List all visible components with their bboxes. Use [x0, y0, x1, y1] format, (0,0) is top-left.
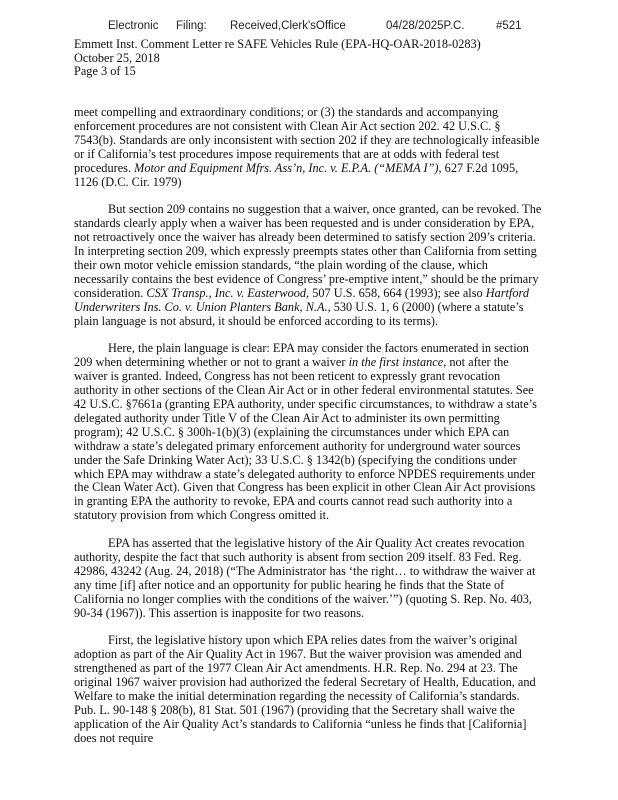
header-page: Page 3 of 15 [74, 64, 136, 78]
paragraph [74, 537, 544, 620]
stamp-filing: Filing: [176, 20, 207, 32]
paragraph [74, 342, 544, 523]
header-date: October 25, 2018 [74, 50, 160, 65]
paragraph-text: , not after the waiver is granted. Indeed, Congress has not been reticent to expressly grant revocation authority in other sections of the Clean Air Act or in other federal environmental statutes. See 42 U.S.C. §7661a (granting EPA authority, under specific circumstances, to withdraw a state’s delegated authority under Title V of the Clean Air Act to administer its own permitting program); 42 U.S.C. § 300h-1(b)(3) (explaining the circumstances under which EPA can withdraw a state’s delegated primary enforcement authority for underground water sources under the Safe Drinking Water Act); 33 U.S.C. § 1342(b) (specifying the conditions under which EPA may withdraw a state’s delegated authority to enforce NPDES requirements under the Clean Water Act). Given that Congress has been explicit in other Clean Air Act provisions in granting EPA the authority to revoke, EPA and courts cannot read such authority into a statutory provision from which Congress omitted it. [74, 355, 537, 523]
paragraph-text: , 507 U.S. 658, 664 (1993); see also [306, 285, 486, 300]
stamp-number: #521 [496, 20, 522, 32]
case-citation: in the first instance [348, 355, 444, 370]
paragraph-text: But section 209 contains no suggestion that a waiver, once granted, can be revoked. The standards clearly apply when a waiver has been requested and is under consideration by EPA, not retroactively once the waiver has already been determined to satisfy section 209’s criteria. In interpreting section 209, which expressly preempts states other than California from setting their own motor vehicle emission standards, “the plain wording of the clause, which necessarily contains the best evidence of Congress’ pre-emptive intent,” should be the primary consideration. [74, 202, 542, 300]
paragraph-text: meet compelling and extraordinary conditions; or (3) the standards and accompanying enforcement procedures are not consistent with Clean Air Act section 202. 42 U.S.C. § 7543(b). Standards are only inconsistent with section 202 if they are technologically infeasible or if California’s test procedures impose requirements that are at odds with federal test procedures. [74, 105, 540, 175]
header-title: Emmett Inst. Comment Letter re SAFE Vehicles Rule (EPA-HQ-OAR-2018-0283) [74, 37, 481, 51]
paragraph-text: Here, the plain language is clear: EPA may consider the factors enumerated in section 209 when determining whether or not to grant a waiver [74, 341, 529, 370]
letter-body [74, 106, 544, 760]
paragraph-text: EPA has asserted that the legislative history of the Air Quality Act creates revocation authority, despite the fact that such authority is absent from section 209 itself. 83 Fed. Reg. 42986, 43242 (Aug. 24, 2018) (“The Administrator has ‘the right… to withdraw the waiver at any time [if] after notice and an opportunity for public hearing he finds that the State of California no longer complies with the conditions of the waiver.’”) (quoting S. Rep. No. 403, 90-34 (1967)). This assertion is inapposite for two reasons. [74, 536, 536, 620]
case-citation: Hartford Underwriters Ins. Co. v. Union Planters Bank, N.A. [74, 285, 529, 314]
paragraph [74, 203, 544, 328]
paragraph-text: , 530 U.S. 1, 6 (2000) (where a statute’s plain language is not absurd, it should be enforced according to its terms). [74, 299, 524, 328]
stamp-received: Received,Clerk'sOffice [230, 20, 346, 32]
letter-header [74, 38, 481, 79]
paragraph [74, 106, 544, 189]
case-citation: Motor and Equipment Mfrs. Ass’n, Inc. v. E.P.A. (“MEMA I”) [134, 160, 439, 175]
paragraph-text: First, the legislative history upon which EPA relies dates from the waiver’s original adoption as part of the Air Quality Act in 1967. But the waiver provision was amended and strengthened as part of the 1977 Clean Air Act amendments. H.R. Rep. No. 294 at 23. The original 1967 waiver provision had authorized the federal Secretary of Health, Education, and Welfare to make the initial determination regarding the necessity of California’s standards. Pub. L. 90-148 § 208(b), 81 Stat. 501 (1967) (providing that the Secretary shall waive the application of the Air Quality Act’s standards to California “unless he finds that [California] does not require [74, 633, 536, 745]
case-citation: CSX Transp., Inc. v. Easterwood [146, 285, 307, 300]
stamp-date: 04/28/2025P.C. [386, 20, 465, 32]
paragraph-text: , 627 F.2d 1095, 1126 (D.C. Cir. 1979) [74, 160, 519, 189]
stamp-label: Electronic [108, 20, 159, 32]
paragraph [74, 634, 544, 745]
